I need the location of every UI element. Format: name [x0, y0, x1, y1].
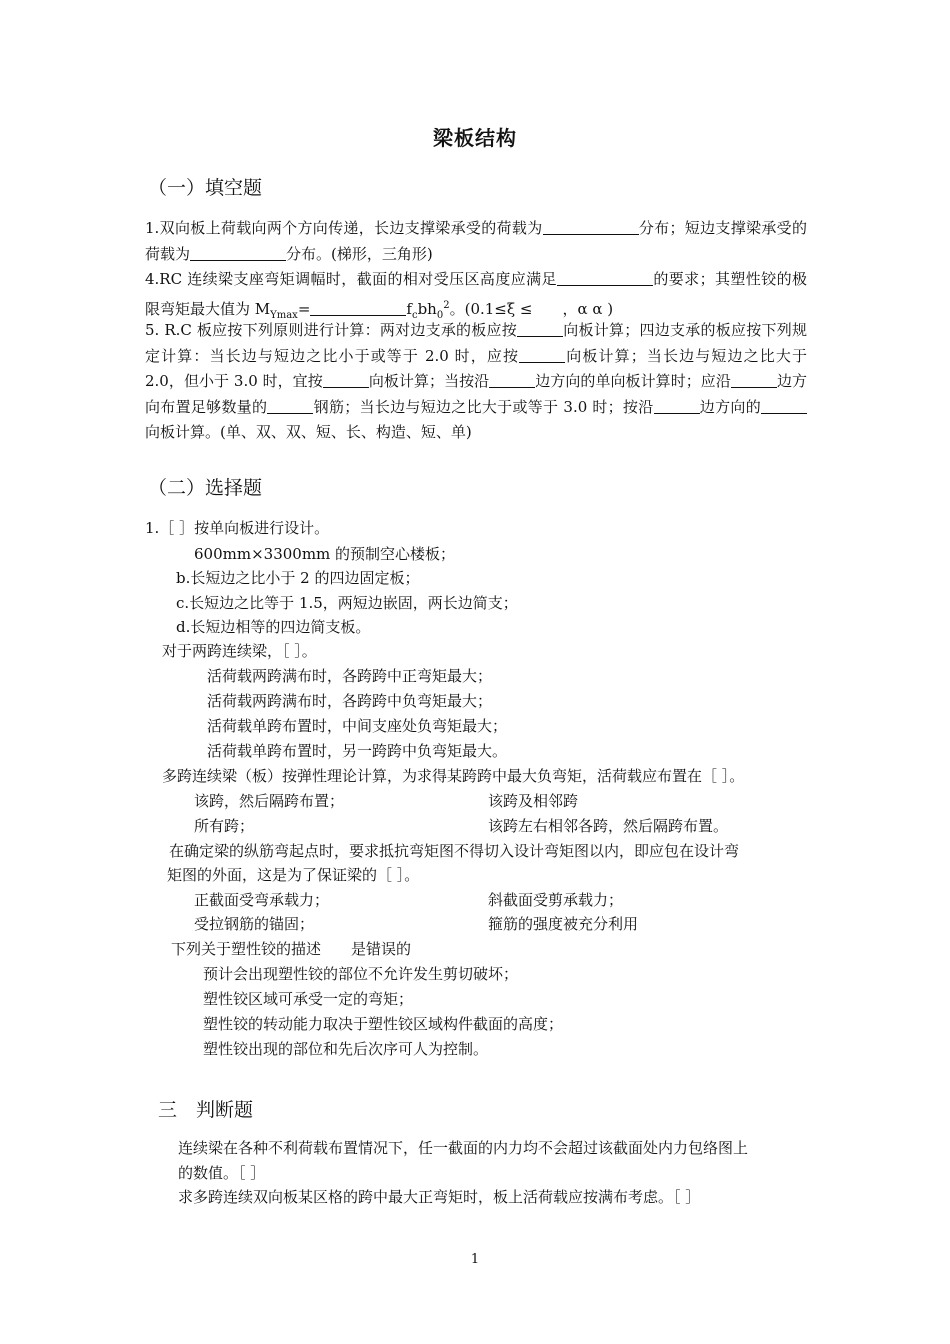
- choice-q5-option: 塑性铰出现的部位和先后次序可人为控制。: [203, 1040, 489, 1058]
- choice-q1-option: b.长短边之比小于 2 的四边固定板；: [176, 569, 420, 587]
- choice-q2-stem: 对于两跨连续梁，［ ］。: [162, 642, 317, 660]
- answer-blank: [654, 397, 700, 414]
- answer-blank: [543, 218, 639, 235]
- superscript: 2: [443, 299, 450, 311]
- choice-q3-option: 该跨及相邻跨: [488, 792, 579, 810]
- text: 向板计算；当按沿: [368, 372, 490, 390]
- page-title: 梁板结构: [433, 126, 517, 150]
- text: 边方向布置足够数量的: [145, 372, 807, 416]
- text: 边方向的单向板计算时；应沿: [535, 372, 731, 390]
- choice-q1-option: 600mm×3300mm 的预制空心楼板；: [194, 545, 456, 563]
- section-heading-choice: （二）选择题: [148, 477, 263, 499]
- judge-question-2: 求多跨连续双向板某区格的跨中最大正弯矩时，板上活荷载应按满布考虑。［ ］: [178, 1188, 701, 1206]
- text: 1.双向板上荷载向两个方向传递，长边支撑梁承受的荷载为: [145, 219, 543, 237]
- choice-q5-option: 预计会出现塑性铰的部位不允许发生剪切破坏；: [203, 965, 519, 983]
- subscript: c: [411, 309, 418, 321]
- answer-blank: [190, 244, 286, 261]
- text: =: [297, 299, 311, 318]
- choice-q5-stem: 下列关于塑性铰的描述 是错误的: [171, 940, 412, 958]
- answer-blank: [489, 371, 535, 388]
- choice-q2-option: 活荷载单跨布置时，另一跨跨中负弯矩最大。: [207, 742, 508, 760]
- choice-q2-option: 活荷载单跨布置时，中间支座处负弯矩最大；: [207, 717, 508, 735]
- answer-blank: [517, 320, 563, 337]
- answer-blank: [310, 299, 406, 316]
- fill-question-1: [145, 216, 807, 267]
- choice-q3-option: 该跨左右相邻各跨，然后隔跨布置。: [488, 817, 729, 835]
- choice-q1-option: c.长短边之比等于 1.5，两短边嵌固，两长边简支；: [176, 594, 518, 612]
- text: 向板计算。(单、双、双、短、长、构造、短、单): [145, 423, 472, 441]
- answer-blank: [761, 397, 807, 414]
- text: 5. R.C 板应按下列原则进行计算：两对边支承的板应按: [145, 321, 518, 339]
- judge-question-1: 连续梁在各种不利荷载布置情况下，任一截面的内力均不会超过该截面处内力包络图上: [178, 1139, 749, 1157]
- choice-q1-option: d.长短边相等的四边简支板。: [176, 618, 371, 636]
- choice-q2-option: 活荷载两跨满布时，各跨跨中正弯矩最大；: [207, 667, 493, 685]
- choice-q4-stem: 在确定梁的纵筋弯起点时，要求抵抗弯矩图不得切入设计弯矩图以内，即应包在设计弯: [169, 842, 740, 860]
- choice-q3-option: 该跨，然后隔跨布置；: [194, 792, 345, 810]
- answer-blank: [267, 397, 313, 414]
- choice-q4-option: 箍筋的强度被充分利用: [488, 915, 639, 933]
- choice-q4-option: 斜截面受剪承载力；: [488, 891, 624, 909]
- choice-q3-stem: 多跨连续梁（板）按弹性理论计算，为求得某跨跨中最大负弯矩，活荷载应布置在［ ］。: [162, 767, 745, 785]
- judge-question-1-cont: 的数值。［ ］: [178, 1164, 266, 1182]
- page-number: 1: [470, 1252, 480, 1267]
- choice-q4-stem: 矩图的外面，这是为了保证梁的［ ］。: [167, 866, 420, 884]
- text: 向板计算；四边支承的板应按下列规定计算：当长边与短边之比小于或等于 2.0 时，应按: [145, 321, 807, 365]
- choice-q1-stem: 1.［ ］按单向板进行设计。: [145, 519, 330, 537]
- fill-question-5: [145, 318, 807, 446]
- text: 分布。(梯形，三角形): [286, 244, 433, 263]
- choice-q3-option: 所有跨；: [194, 817, 255, 835]
- text: f: [406, 299, 412, 318]
- choice-q4-option: 正截面受弯承载力；: [194, 891, 330, 909]
- text: 。(0.1≤ξ ≤ ，α α ): [449, 299, 614, 318]
- subscript: Ymax: [270, 309, 298, 321]
- choice-q4-option: 受拉钢筋的锚固；: [194, 915, 315, 933]
- text: bh: [417, 299, 437, 318]
- text: 向板计算；当长边与短边之比大于 2.0，但小于 3.0 时，宜按: [145, 346, 807, 390]
- text: 4.RC 连续梁支座弯矩调幅时，截面的相对受压区高度应满足: [145, 270, 557, 288]
- answer-blank: [731, 371, 777, 388]
- answer-blank: [323, 371, 369, 388]
- text: 边方向的: [699, 397, 761, 416]
- text: 的要求；其塑性铰的极限弯矩最大值为 M: [145, 270, 807, 318]
- section-heading-judge: 三 判断题: [158, 1099, 254, 1121]
- choice-q5-option: 塑性铰区域可承受一定的弯矩；: [203, 990, 414, 1008]
- text: 分布；短边支撑梁承受的荷载为: [145, 219, 807, 263]
- subscript: 0: [436, 309, 444, 321]
- choice-q5-option: 塑性铰的转动能力取决于塑性铰区域构件截面的高度；: [203, 1015, 564, 1033]
- answer-blank: [519, 346, 565, 363]
- text: 钢筋；当长边与短边之比大于或等于 3.0 时；按沿: [313, 397, 654, 416]
- section-heading-fill: （一）填空题: [148, 177, 263, 199]
- choice-q2-option: 活荷载两跨满布时，各跨跨中负弯矩最大；: [207, 692, 493, 710]
- answer-blank: [557, 269, 653, 286]
